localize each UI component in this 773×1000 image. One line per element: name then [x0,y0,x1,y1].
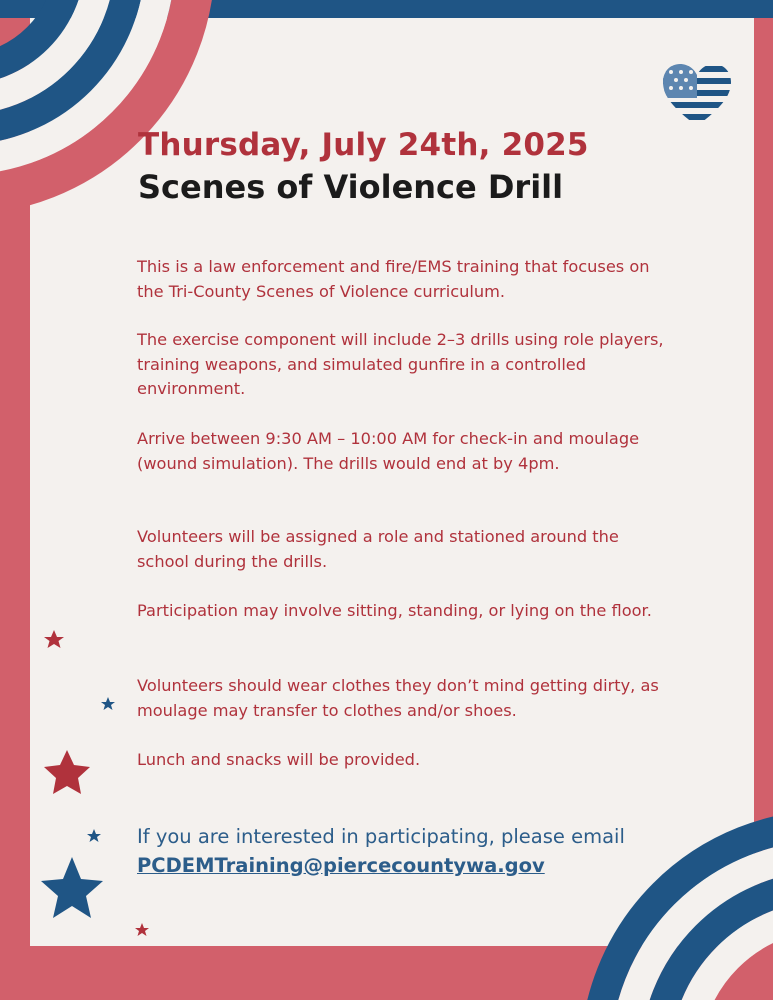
paragraph-clothing: Volunteers should wear clothes they don’t mind getting dirty, as moulage may transfer to clothes and/or shoes. [137,676,659,720]
contact-email-link[interactable]: PCDEMTraining@piercecountywa.gov [137,854,545,877]
event-date: Thursday, July 24th, 2025 [138,127,589,163]
contact-callout [137,822,677,880]
paragraph-exercise: The exercise component will include 2–3 drills using role players, training weapons, and simulated gunfire in a controlled environment. [137,330,664,398]
paragraph-participation: Participation may involve sitting, standing, or lying on the floor. [137,601,652,620]
paragraph-lunch: Lunch and snacks will be provided. [137,750,421,769]
paragraph-overview: This is a law enforcement and fire/EMS training that focuses on the Tri-County Scenes of Violence curriculum. [137,257,650,301]
paragraph-roles: Volunteers will be assigned a role and stationed around the school during the drills. [137,527,619,571]
event-title: Scenes of Violence Drill [138,168,564,206]
paragraph-arrival: Arrive between 9:30 AM – 10:00 AM for check-in and moulage (wound simulation). The drills would end at by 4pm. [137,429,640,473]
contact-text: If you are interested in participating, please email [137,825,625,848]
